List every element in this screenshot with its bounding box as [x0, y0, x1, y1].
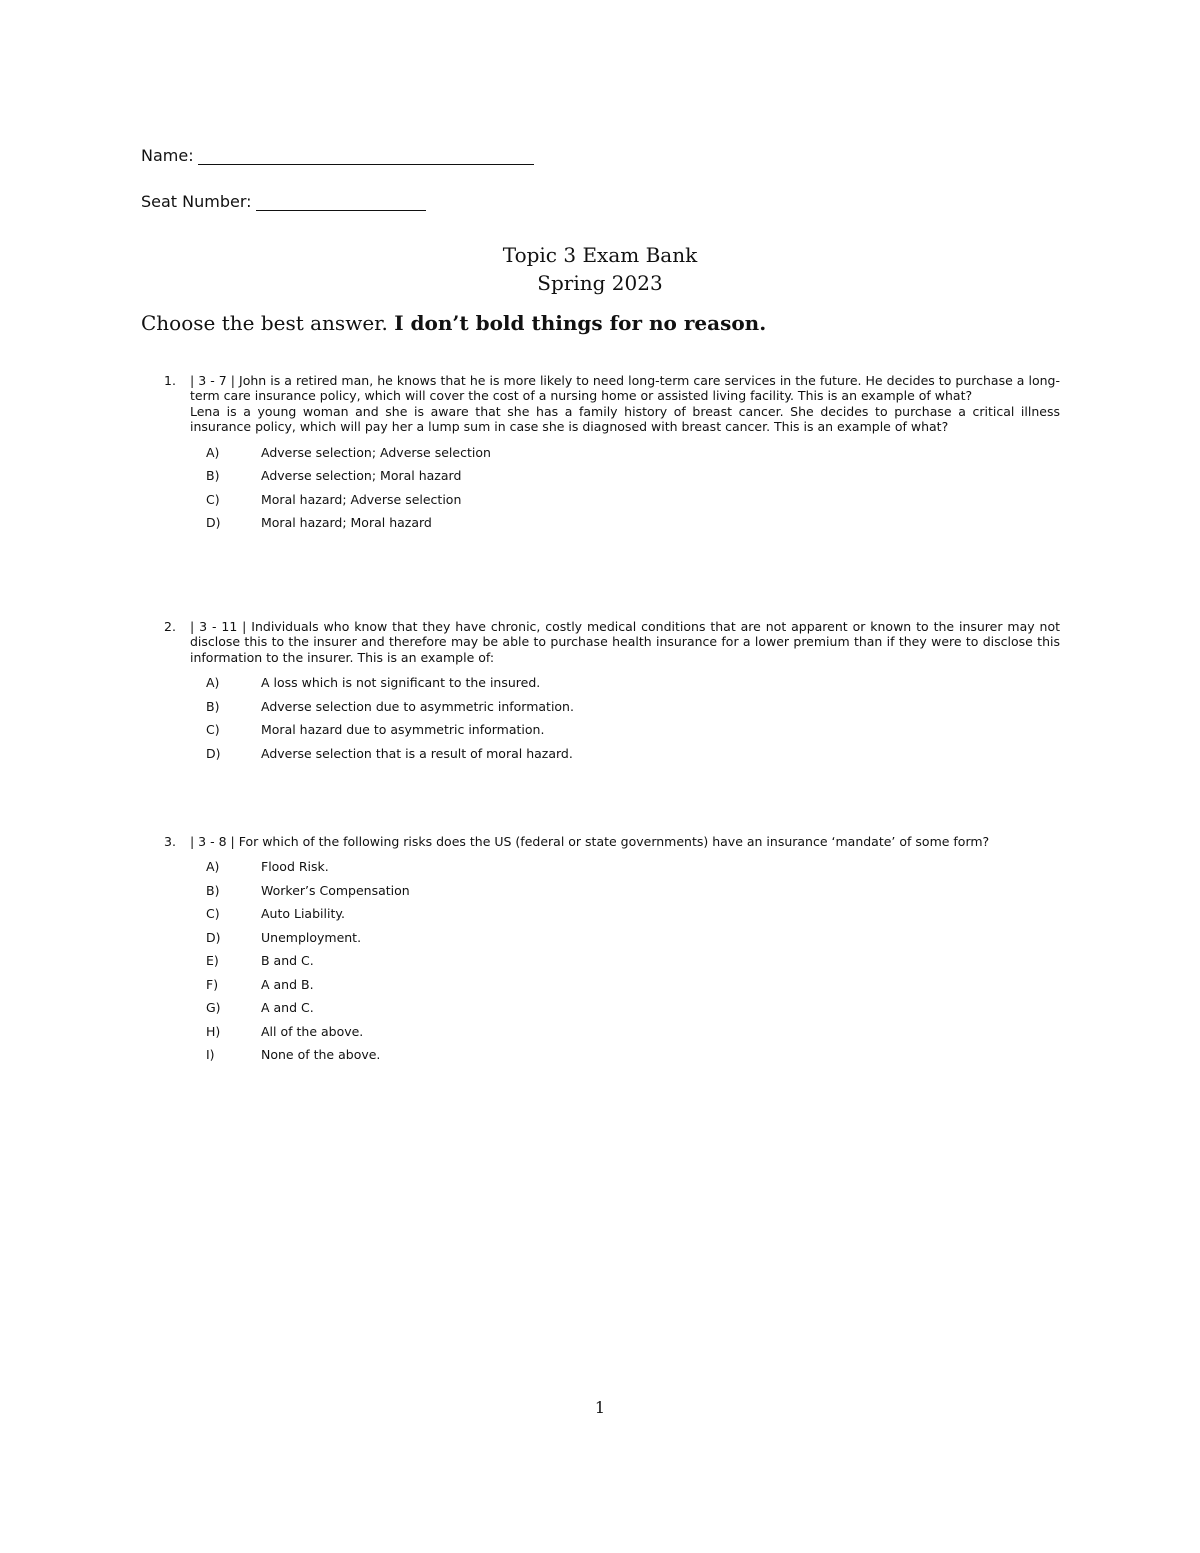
choice-letter: C) — [206, 906, 220, 922]
choice-text: None of the above. — [261, 1047, 381, 1063]
seat-number-blank-line[interactable] — [256, 196, 426, 211]
exam-term: Spring 2023 — [537, 271, 663, 295]
choice-text: Moral hazard; Moral hazard — [261, 515, 432, 531]
choice-letter: E) — [206, 953, 219, 969]
choice-text: Flood Risk. — [261, 859, 329, 875]
choice-text: Unemployment. — [261, 929, 362, 945]
exam-title: Topic 3 Exam Bank — [502, 243, 698, 267]
answer-choice[interactable] — [206, 699, 1060, 723]
answer-choice[interactable] — [206, 746, 1060, 770]
answer-choice[interactable] — [206, 675, 1060, 699]
question-paragraph: | 3 - 8 | For which of the following risks does the US (federal or state governments) have an insurance ‘mandate’ of some form? — [190, 834, 990, 849]
name-field[interactable] — [141, 146, 534, 165]
choice-text: B and C. — [261, 953, 314, 969]
choice-text: A and B. — [261, 976, 314, 992]
choice-text: All of the above. — [261, 1023, 364, 1039]
answer-choices — [206, 675, 1060, 769]
page-number: 1 — [594, 1398, 606, 1417]
choice-letter: B) — [206, 882, 220, 898]
question-number: 3. — [164, 834, 176, 849]
answer-choice[interactable] — [206, 445, 1060, 469]
question-paragraph: | 3 - 11 | Individuals who know that they have chronic, costly medical conditions that are not apparent or known to the insurer may not disclose this to the insurer and therefore may be able to purchase health insurance for a lower premium than if they were to disclose this information to the insurer. This is an example of: — [190, 619, 1060, 665]
question-number: 2. — [164, 619, 176, 634]
answer-choice[interactable] — [206, 977, 1060, 1001]
choice-text: Adverse selection; Adverse selection — [261, 444, 491, 460]
choice-letter: D) — [206, 515, 221, 531]
choice-text: Adverse selection that is a result of moral hazard. — [261, 745, 573, 761]
choice-text: A loss which is not significant to the insured. — [261, 675, 541, 691]
question-text — [190, 373, 1060, 435]
answer-choice[interactable] — [206, 492, 1060, 516]
instructions — [141, 311, 766, 335]
answer-choices — [206, 859, 1060, 1071]
instructions-text: Choose the best answer. — [141, 311, 388, 335]
question-text — [190, 834, 1060, 849]
seat-number-field[interactable] — [141, 192, 426, 211]
choice-letter: C) — [206, 722, 220, 738]
choice-letter: D) — [206, 745, 221, 761]
question-1 — [164, 373, 1060, 539]
choice-letter: H) — [206, 1023, 221, 1039]
choice-letter: A) — [206, 675, 220, 691]
choice-letter: F) — [206, 976, 219, 992]
name-label: Name: — [141, 146, 194, 165]
choice-text: Auto Liability. — [261, 906, 345, 922]
answer-choice[interactable] — [206, 930, 1060, 954]
answer-choices — [206, 445, 1060, 539]
seat-number-label: Seat Number: — [141, 192, 252, 211]
choice-text: Worker’s Compensation — [261, 882, 410, 898]
instructions-bold-text: I don’t bold things for no reason. — [394, 311, 767, 335]
answer-choice[interactable] — [206, 722, 1060, 746]
answer-choice[interactable] — [206, 515, 1060, 539]
answer-choice[interactable] — [206, 953, 1060, 977]
answer-choice[interactable] — [206, 1000, 1060, 1024]
choice-text: Adverse selection; Moral hazard — [261, 468, 462, 484]
answer-choice[interactable] — [206, 468, 1060, 492]
name-blank-line[interactable] — [198, 150, 534, 165]
choice-text: Moral hazard due to asymmetric information. — [261, 722, 545, 738]
question-3 — [164, 834, 1060, 1071]
question-2 — [164, 619, 1060, 769]
choice-text: Moral hazard; Adverse selection — [261, 491, 462, 507]
answer-choice[interactable] — [206, 906, 1060, 930]
answer-choice[interactable] — [206, 1024, 1060, 1048]
choice-text: A and C. — [261, 1000, 314, 1016]
question-paragraph: | 3 - 7 | John is a retired man, he knows that he is more likely to need long-term care services in the future. He decides to purchase a long-term care insurance policy, which will cover the cost of a nursing home or assisted living facility. This is an example of what? — [190, 373, 1060, 404]
choice-text: Adverse selection due to asymmetric information. — [261, 698, 574, 714]
choice-letter: D) — [206, 929, 221, 945]
choice-letter: A) — [206, 444, 220, 460]
choice-letter: A) — [206, 859, 220, 875]
choice-letter: B) — [206, 698, 220, 714]
choice-letter: I) — [206, 1047, 215, 1063]
choice-letter: G) — [206, 1000, 221, 1016]
question-number: 1. — [164, 373, 176, 388]
choice-letter: C) — [206, 491, 220, 507]
answer-choice[interactable] — [206, 1047, 1060, 1071]
answer-choice[interactable] — [206, 883, 1060, 907]
choice-letter: B) — [206, 468, 220, 484]
answer-choice[interactable] — [206, 859, 1060, 883]
question-text — [190, 619, 1060, 665]
question-paragraph: Lena is a young woman and she is aware that she has a family history of breast cancer. She decides to purchase a critical illness insurance policy, which will pay her a lump sum in case she is diagnosed with breast cancer. This is an example of what? — [190, 403, 1060, 435]
